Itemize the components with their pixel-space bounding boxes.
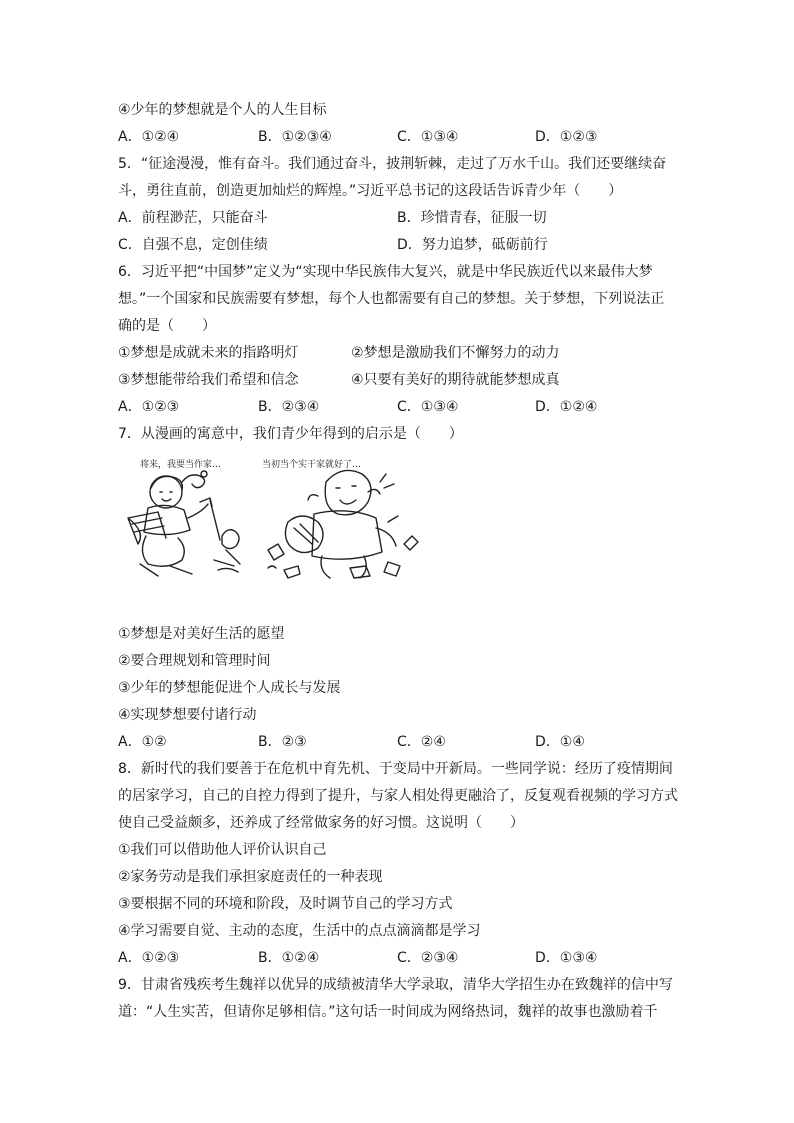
q6-stem-line-3: 确的是（ ） bbox=[118, 318, 216, 334]
q8-statement-4: ④学习需要自觉、主动的态度，生活中的点点滴滴都是学习 bbox=[118, 923, 481, 939]
q9-stem-line-2: 道：“人生实苦，但请你足够相信。”这句话一时间成为网络热词，魏祥的故事也激励着千 bbox=[118, 1004, 658, 1020]
option-d: D．①③④ bbox=[535, 950, 598, 966]
option-d: D．①②④ bbox=[535, 399, 598, 415]
q5-options-row-2 bbox=[118, 235, 678, 255]
option-a: A．①②④ bbox=[118, 129, 180, 145]
q4-options bbox=[118, 127, 678, 147]
q6-options bbox=[118, 397, 678, 417]
q6-statements-row-2 bbox=[118, 370, 678, 390]
q5-stem-line-2: 斗，勇往直前，创造更加灿烂的辉煌。”习近平总书记的这段话告诉青少年（ ） bbox=[118, 183, 623, 199]
option-a: A．前程渺茫，只能奋斗 bbox=[118, 210, 268, 226]
q5-options-row-1 bbox=[118, 208, 678, 228]
cartoon-caption-right: 当初当个实干家就好了… bbox=[262, 460, 362, 470]
option-c: C．①③④ bbox=[397, 399, 459, 415]
option-c: C．②④ bbox=[397, 734, 446, 750]
statement-1: ①梦想是成就未来的指路明灯 bbox=[118, 345, 299, 361]
q7-statement-3: ③少年的梦想能促进个人成长与发展 bbox=[118, 680, 341, 696]
option-d: D．努力追梦，砥砺前行 bbox=[397, 237, 548, 253]
q6-stem-line-1: 6．习近平把“中国梦”定义为“实现中华民族伟大复兴，就是中华民族近代以来最伟大梦 bbox=[118, 264, 653, 280]
option-b: B．珍惜青春，征服一切 bbox=[397, 210, 547, 226]
q7-options bbox=[118, 732, 678, 752]
cartoon-boy bbox=[128, 471, 240, 576]
cartoon-illustration bbox=[118, 452, 448, 587]
q4-statement-4: ④少年的梦想就是个人的人生目标 bbox=[118, 102, 327, 118]
option-a: A．①②③ bbox=[118, 950, 180, 966]
option-d: D．①④ bbox=[535, 734, 585, 750]
q8-statement-2: ②家务劳动是我们承担家庭责任的一种表现 bbox=[118, 869, 383, 885]
q6-stem-line-2: 想。”一个国家和民族需要有梦想，每个人也都需要有自己的梦想。关于梦想，下列说法正 bbox=[118, 291, 665, 307]
q8-stem-line-3: 使自己受益颇多，还养成了经常做家务的好习惯。这说明（ ） bbox=[118, 815, 524, 831]
q8-stem-line-2: 的居家学习，自己的自控力得到了提升，与家人相处得更融洽了，反复观看视频的学习方式 bbox=[118, 788, 678, 804]
q7-statement-2: ②要合理规划和管理时间 bbox=[118, 653, 271, 669]
cartoon-caption-left: 将来，我要当作家… bbox=[140, 460, 222, 470]
q8-statement-1: ①我们可以借助他人评价认识自己 bbox=[118, 842, 327, 858]
option-b: B．②③ bbox=[258, 734, 307, 750]
option-a: A．①② bbox=[118, 734, 167, 750]
q8-stem-line-1: 8．新时代的我们要善于在危机中育先机、于变局中开新局。一些同学说：经历了疫情期间 bbox=[118, 761, 673, 777]
option-b: B．①②④ bbox=[258, 950, 320, 966]
option-d: D．①②③ bbox=[535, 129, 598, 145]
option-c: C．②③④ bbox=[397, 950, 459, 966]
option-b: B．①②③④ bbox=[258, 129, 332, 145]
statement-3: ③梦想能带给我们希望和信念 bbox=[118, 372, 299, 388]
option-c: C．①③④ bbox=[397, 129, 459, 145]
option-a: A．①②③ bbox=[118, 399, 180, 415]
q5-stem-line-1: 5．“征途漫漫，惟有奋斗。我们通过奋斗，披荆斩棘，走过了万水千山。我们还要继续奋 bbox=[118, 156, 667, 172]
q7-stem: 7．从漫画的寓意中，我们青少年得到的启示是（ ） bbox=[118, 426, 463, 442]
statement-4: ④只要有美好的期待就能梦想成真 bbox=[351, 372, 560, 388]
q7-statement-1: ①梦想是对美好生活的愿望 bbox=[118, 626, 285, 642]
q7-statement-4: ④实现梦想要付诸行动 bbox=[118, 707, 257, 723]
q6-statements-row-1 bbox=[118, 343, 678, 363]
q8-options bbox=[118, 948, 678, 968]
cartoon-old-man bbox=[268, 470, 418, 578]
statement-2: ②梦想是激励我们不懈努力的动力 bbox=[351, 345, 560, 361]
q9-stem-line-1: 9．甘肃省残疾考生魏祥以优异的成绩被清华大学录取，清华大学招生办在致魏祥的信中写 bbox=[118, 977, 673, 993]
q8-statement-3: ③要根据不同的环境和阶段，及时调节自己的学习方式 bbox=[118, 896, 453, 912]
option-c: C．自强不息，定创佳绩 bbox=[118, 237, 268, 253]
option-b: B．②③④ bbox=[258, 399, 320, 415]
